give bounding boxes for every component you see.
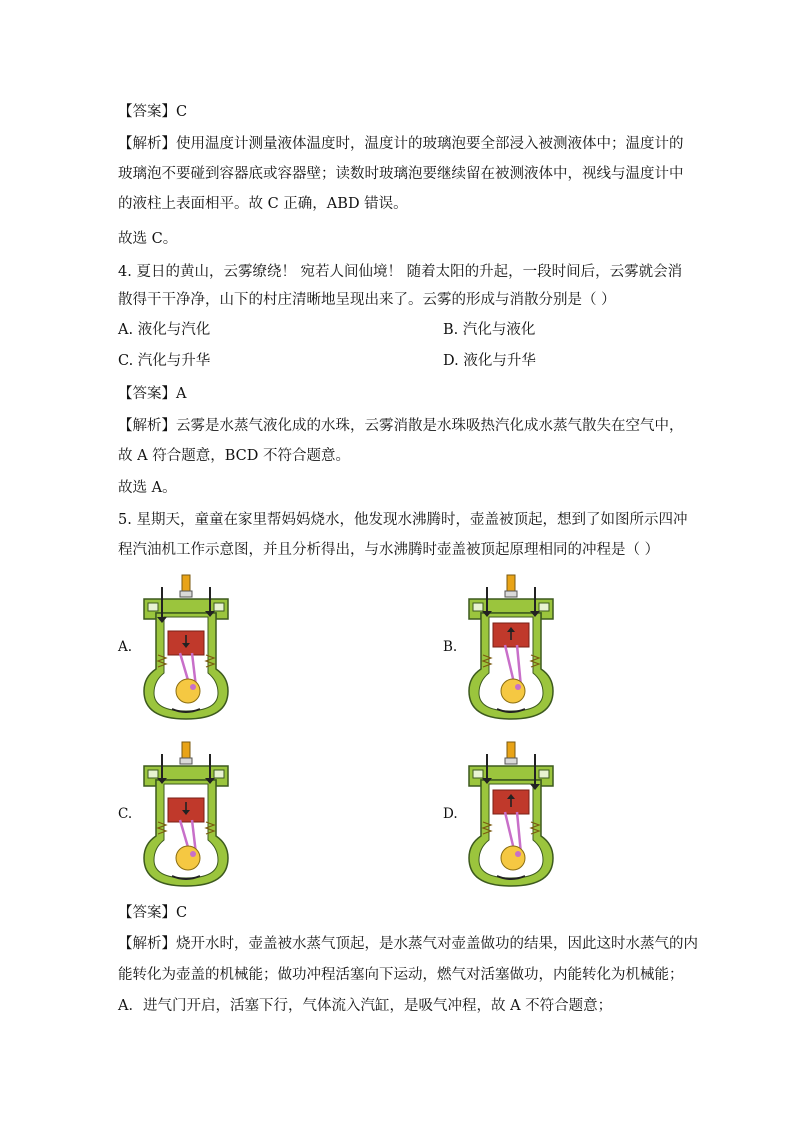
q3-conclusion: 故选 C。 [118, 231, 178, 247]
q5-analysis-line-2: 能转化为壶盖的机械能；做功冲程活塞向下运动，燃气对活塞做功，内能转化为机械能； [118, 967, 684, 983]
q5-option-label-a: A. [118, 639, 133, 655]
q4-answer: 【答案】A [118, 386, 187, 402]
q4-option-d: D. 液化与升华 [443, 353, 536, 369]
q5-option-label-c: C. [118, 806, 133, 822]
q4-conclusion: 故选 A。 [118, 480, 177, 496]
q5-stem-line-2: 程汽油机工作示意图，并且分析得出，与水沸腾时壶盖被顶起原理相同的冲程是（ ） [118, 542, 660, 558]
q3-analysis-line-2: 玻璃泡不要碰到容器底或容器壁；读数时玻璃泡要继续留在被测液体中，视线与温度计中 [118, 166, 684, 182]
q3-analysis-line-1: 【解析】使用温度计测量液体温度时，温度计的玻璃泡要全部浸入被测液体中；温度计的 [118, 136, 684, 152]
q4-analysis-line-2: 故 A 符合题意，BCD 不符合题意。 [118, 448, 350, 464]
q4-option-a: A. 液化与汽化 [118, 322, 211, 338]
q3-analysis-line-3: 的液柱上表面相平。故 C 正确，ABD 错误。 [118, 196, 408, 212]
q5-analysis-line-1: 【解析】烧开水时，壶盖被水蒸气顶起，是水蒸气对壶盖做功的结果，因此这时水蒸气的内 [118, 936, 698, 952]
q5-option-label-b: B. [443, 639, 458, 655]
q5-analysis-line-3: A．进气门开启，活塞下行，气体流入汽缸，是吸气冲程，故 A 不符合题意； [118, 998, 613, 1014]
q3-answer: 【答案】C [118, 104, 188, 120]
q4-stem-line-2: 散得干干净净，山下的村庄清晰地呈现出来了。云雾的形成与消散分别是（ ） [118, 292, 616, 308]
engine-diagram-b [463, 573, 559, 723]
q4-option-b: B. 汽化与液化 [443, 322, 536, 338]
q4-option-c: C. 汽化与升华 [118, 353, 211, 369]
engine-diagram-d [463, 740, 559, 890]
q4-analysis-line-1: 【解析】云雾是水蒸气液化成的水珠，云雾消散是水珠吸热汽化成水蒸气散失在空气中， [118, 418, 684, 434]
engine-diagram-a [138, 573, 234, 723]
q5-option-label-d: D. [443, 806, 458, 822]
engine-diagram-c [138, 740, 234, 890]
q4-stem-line-1: 4. 夏日的黄山，云雾缭绕！ 宛若人间仙境！ 随着太阳的升起，一段时间后，云雾就会消 [118, 264, 683, 280]
q5-stem-line-1: 5. 星期天，童童在家里帮妈妈烧水，他发现水沸腾时，壶盖被顶起，想到了如图所示四冲 [118, 512, 688, 528]
q5-answer: 【答案】C [118, 905, 188, 921]
